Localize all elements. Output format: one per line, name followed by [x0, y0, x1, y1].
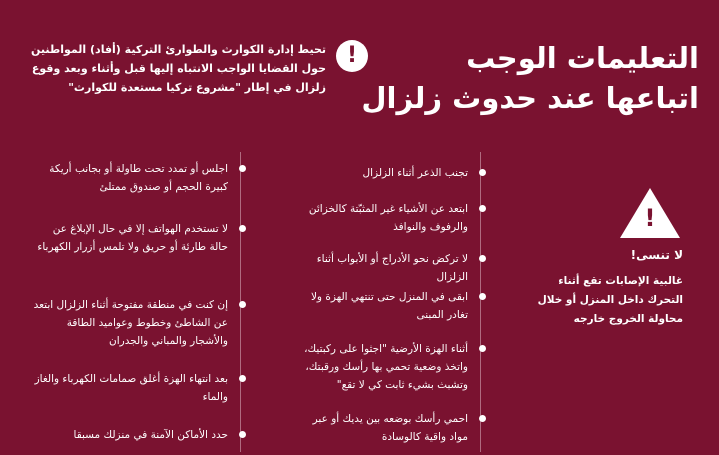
list-item: تجنب الذعر أثناء الزلزال [298, 164, 468, 182]
list-item: إن كنت في منطقة مفتوحة أثناء الزلزال ابتعد عن الشاطئ وخطوط وعواميد الطاقة والأشجار والمباني والجدران [32, 296, 228, 350]
right-instructions-list [300, 152, 481, 452]
note-title: لا تنسى! [630, 248, 683, 262]
list-item: أثناء الهزة الأرضية "اجثوا على ركبتيك، واتخذ وضعية تحمي بها رأسك ورقبتك، وتشبث بشيء ثابت كي لا تقع" [298, 340, 468, 394]
list-item: احمي رأسك بوضعه بين يديك أو عبر مواد واقية كالوسادة [298, 410, 468, 446]
warning-exclamation-icon: ! [644, 204, 656, 232]
note-text: غالبية الإصابات تقع أثناء التحرك داخل المنزل أو خلال محاولة الخروج خارجه [537, 275, 683, 325]
list-item: اجلس أو تمدد تحت طاولة أو بجانب أريكة كبيرة الحجم أو صندوق ممتلئ [32, 160, 228, 196]
page-title [361, 38, 699, 118]
list-item: لا تستخدم الهواتف إلا في حال الإبلاغ عن حالة طارئة أو حريق ولا تلمس أزرار الكهرباء [32, 220, 228, 256]
list-item: لا تركض نحو الأدراج أو الأبواب أثناء الزلزال [298, 250, 468, 286]
exclamation-icon: ! [336, 40, 368, 72]
list-item: حدد الأماكن الآمنة في منزلك مسبقا [32, 426, 228, 444]
list-item: ابقى في المنزل حتى تنتهي الهزة ولا تغادر المبنى [298, 288, 468, 324]
list-item: ابتعد عن الأشياء غير المثبّتة كالخزائن والرفوف والنوافذ [298, 200, 468, 236]
left-instructions-list [33, 152, 241, 452]
intro-text: تحيط إدارة الكوارث والطوارئ التركية (أفاد) المواطنين حول القضايا الواجب الانتباه إليها قبل وأثناء وبعد وقوع زلزال في إطار "مشروع تركيا مستعدة للكوارث" [31, 43, 326, 94]
list-item: بعد انتهاء الهزة أغلق صمامات الكهرباء والغاز والماء [32, 370, 228, 406]
title-line-1: التعليمات الوجب [466, 41, 699, 75]
title-line-2: اتباعها عند حدوث زلزال [361, 81, 699, 115]
